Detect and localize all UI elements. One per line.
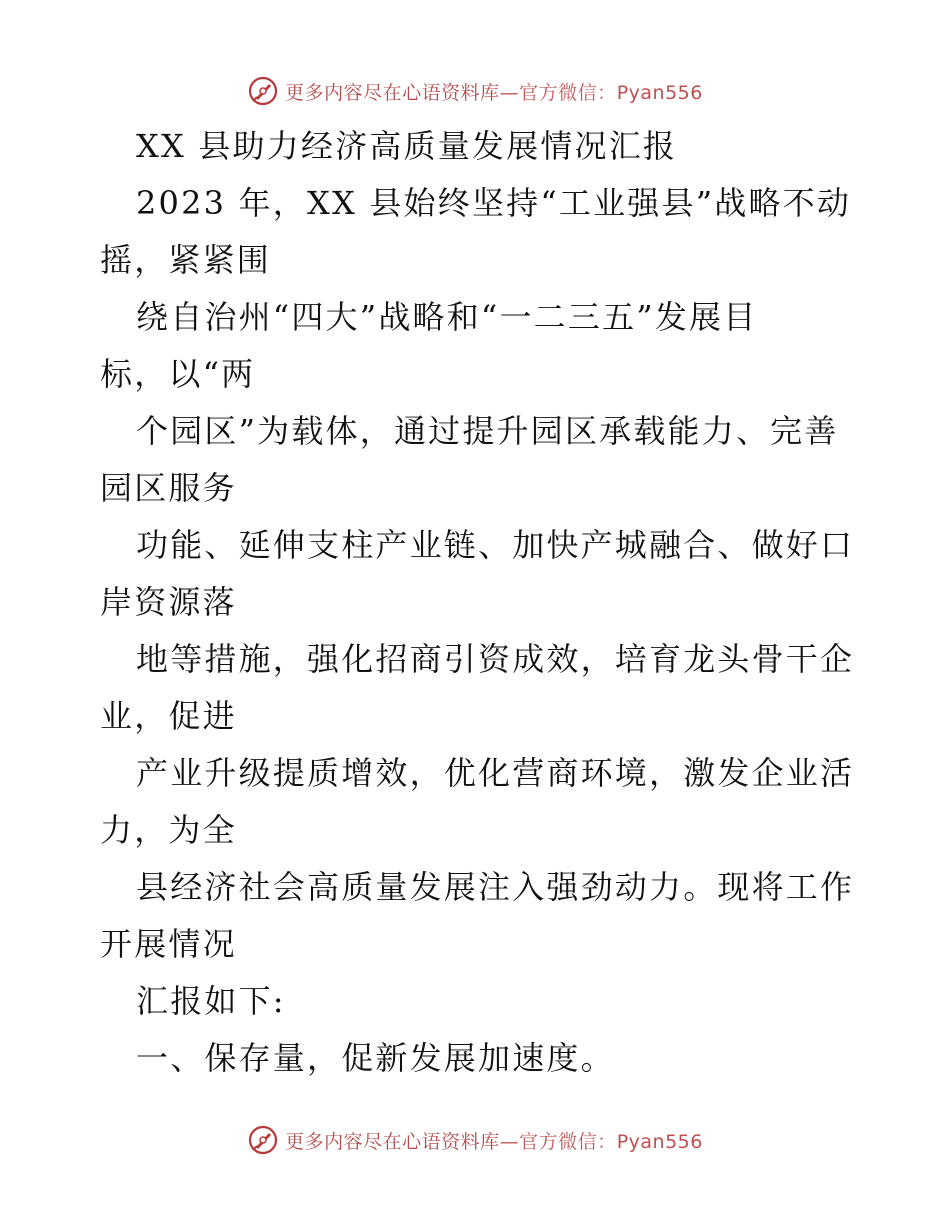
text-line: 摇，紧紧围 (100, 241, 272, 279)
watermark-id: Pyan556 (616, 1130, 703, 1153)
text-line: 业，促进 (100, 697, 237, 735)
watermark-separator: — (499, 81, 520, 104)
document-body (100, 118, 860, 1087)
watermark-label: 官方微信： (519, 81, 617, 104)
text-line: 力，为全 (100, 811, 237, 849)
text-line: 一、保存量，促新发展加速度。 (136, 1039, 615, 1077)
text-line: 岸资源落 (100, 583, 237, 621)
text-line: 个园区”为载体，通过提升园区承载能力、完善 (136, 412, 839, 450)
watermark-label: 官方微信： (519, 1130, 617, 1153)
watermark-brand: 更多内容尽在心语资料库 (285, 1130, 500, 1153)
watermark-text (285, 1127, 703, 1154)
text-line: 标，以“两 (100, 355, 256, 393)
text-line: 地等措施，强化招商引资成效，培育龙头骨干企 (136, 640, 855, 678)
watermark-text (285, 78, 703, 105)
text-line: 县经济社会高质量发展注入强劲动力。现将工作 (136, 868, 855, 906)
document-title: XX 县助力经济高质量发展情况汇报 (136, 127, 678, 165)
watermark-brand: 更多内容尽在心语资料库 (285, 81, 500, 104)
watermark-separator: — (499, 1130, 520, 1153)
footer-watermark (0, 1120, 950, 1160)
text-line: 绕自治州“四大”战略和“一二三五”发展目 (136, 298, 758, 336)
text-line: 2023 年，XX 县始终坚持“工业强县”战略不动 (136, 184, 852, 222)
text-line: 开展情况 (100, 925, 237, 963)
text-line: 产业升级提质增效，优化营商环境，激发企业活 (136, 754, 855, 792)
watermark-id: Pyan556 (616, 81, 703, 104)
text-line: 功能、延伸支柱产业链、加快产城融合、做好口 (136, 526, 855, 564)
text-line: 汇报如下: (136, 982, 286, 1020)
quill-logo-icon (247, 75, 279, 107)
header-watermark (0, 71, 950, 111)
text-line: 园区服务 (100, 469, 237, 507)
quill-logo-icon (247, 1124, 279, 1156)
